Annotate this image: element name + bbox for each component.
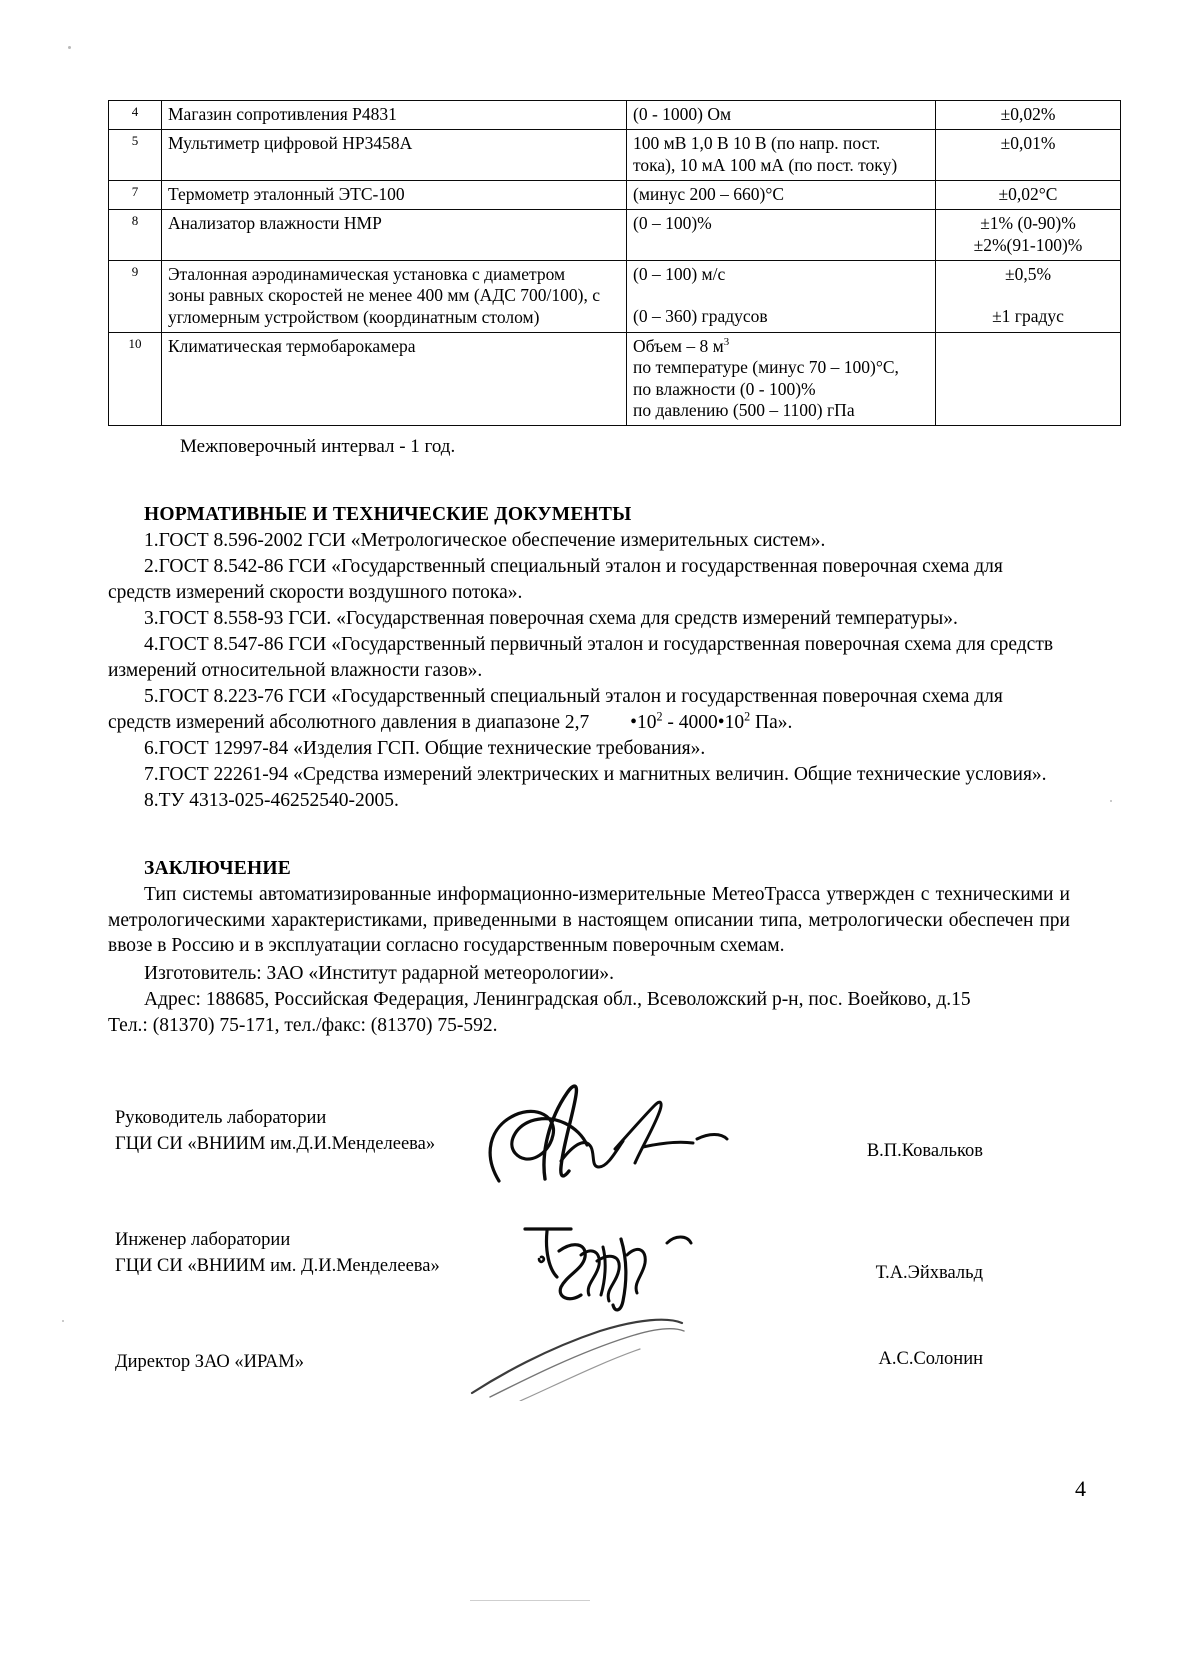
list-item: 8.ТУ 4313-025-46252540-2005. [144, 789, 399, 811]
signatory-name: В.П.Ковальков [866, 1141, 983, 1161]
volume-text: Объем – 8 м [633, 336, 724, 357]
conclusion-paragraph: Тип системы автоматизированные информационно-измерительные МетеоТрасса утвержден с техническими и метрологическими характеристиками, приведенными в настоящем описании типа, метрологически обеспечен при ввозе в Россию и в эксплуатации согласно государственным поверочным схемам. [108, 883, 1070, 957]
conclusion-heading: ЗАКЛЮЧЕНИЕ [144, 857, 291, 879]
table-row [109, 130, 1121, 181]
cell-text-line: (минус 200 – 660)°С [633, 184, 785, 205]
signatory-role-line2: ГЦИ СИ «ВНИИМ им.Д.И.Менделеева» [115, 1134, 436, 1155]
row-accuracy [936, 333, 1121, 426]
cell-text-line: (0 – 100) м/с [633, 264, 726, 285]
list-item-with-exponents [108, 684, 1070, 736]
cell-text-line: по влажности (0 - 100)% [633, 378, 816, 399]
cell-text-line: ±0,5% [1004, 264, 1052, 285]
cell-spacer [942, 285, 1114, 306]
list-item: 3.ГОСТ 8.558-93 ГСИ. «Государственная поверочная схема для средств измерений температуры». [144, 608, 958, 630]
row-number: 4 [109, 101, 162, 130]
scan-speckle [1110, 800, 1112, 802]
row-measurement-range [627, 181, 936, 210]
cell-text-line: ±0,02°С [998, 184, 1058, 205]
item5-suffix: Па». [755, 711, 793, 733]
normative-document-list [108, 528, 1070, 813]
row-measurement-range [627, 261, 936, 333]
row-equipment-name [162, 181, 627, 210]
signature-row [115, 1305, 1065, 1395]
row-accuracy [936, 181, 1121, 210]
signatory-role-line2: ГЦИ СИ «ВНИИМ им. Д.И.Менделеева» [115, 1256, 440, 1277]
cell-text-line: Мультиметр цифровой НР3458А [168, 133, 413, 154]
cell-text-line: тока), 10 мА 100 мА (по пост. току) [633, 154, 898, 175]
signatory-role-line1: Директор ЗАО «ИРАМ» [115, 1352, 304, 1372]
item5-multiply-2: • [717, 711, 725, 733]
signature-block [115, 1105, 1065, 1395]
page-number: 4 [1075, 1476, 1086, 1501]
cell-text-line: Анализатор влажности НМР [168, 213, 382, 234]
list-item: 7.ГОСТ 22261-94 «Средства измерений электрических и магнитных величин. Общие технические условия». [144, 763, 1047, 785]
cell-text-line: ±1 градус [992, 306, 1064, 327]
cell-text-line: (0 – 100)% [633, 213, 712, 234]
manufacturer-line: Изготовитель: ЗАО «Институт радарной метеорологии». [144, 963, 615, 985]
cell-text-line: Термометр эталонный ЭТС-100 [168, 184, 405, 205]
cell-text-line: угломерным устройством (координатным столом) [168, 306, 540, 327]
item5-base-1: 10 [636, 711, 657, 733]
cell-text-line: (0 - 1000) Ом [633, 104, 732, 124]
row-equipment-name [162, 210, 627, 261]
cell-text-volume [633, 336, 929, 357]
manufacturer-contact-block [108, 961, 1070, 1039]
row-equipment-name [162, 261, 627, 333]
list-item: 2.ГОСТ 8.542-86 ГСИ «Государственный специальный эталон и государственная поверочная схема для средств измерений скорости воздушного потока». [108, 556, 1003, 604]
cell-text-line: ±0,02% [1000, 104, 1056, 124]
row-equipment-name [162, 130, 627, 181]
cell-text-line: зоны равных скоростей не менее 400 мм (АДС 700/100), с [168, 285, 601, 306]
row-number: 7 [109, 181, 162, 210]
row-measurement-range [627, 101, 936, 130]
signature-row [115, 1105, 1065, 1201]
row-number: 9 [109, 261, 162, 333]
cell-text-line: ±0,01% [1000, 133, 1056, 154]
handwritten-signature [475, 1075, 775, 1195]
equipment-table [108, 100, 1121, 426]
signatory-role-line1: Инженер лаборатории [115, 1230, 291, 1250]
list-item: 1.ГОСТ 8.596-2002 ГСИ «Метрологическое обеспечение измерительных систем». [144, 530, 826, 552]
item5-base-2: 10 [724, 711, 745, 733]
table-row [109, 210, 1121, 261]
cell-text-line: ±1% (0-90)% [980, 213, 1076, 234]
item5-exponent-1: 2 [656, 709, 663, 724]
row-accuracy [936, 101, 1121, 130]
cell-text-line: по температуре (минус 70 – 100)°С, [633, 357, 899, 378]
scan-speckle [68, 46, 71, 49]
phone-line: Тел.: (81370) 75-171, тел./факс: (81370) 75-592. [108, 1015, 498, 1037]
item5-exponent-2: 2 [744, 709, 751, 724]
volume-exponent: 3 [723, 336, 730, 349]
row-accuracy [936, 130, 1121, 181]
signatory-role [115, 1227, 440, 1280]
table-row [109, 261, 1121, 333]
item5-prefix: 5.ГОСТ 8.223-76 ГСИ «Государственный специальный эталон и государственная поверочная схема для средств измерений абсолютного давления в диапазоне 2,7 [108, 686, 1003, 733]
row-measurement-range [627, 333, 936, 426]
cell-spacer [633, 285, 929, 306]
cell-text-line: ±2%(91-100)% [973, 234, 1083, 255]
row-accuracy [936, 261, 1121, 333]
signatory-name: Т.А.Эйхвальд [875, 1263, 983, 1283]
row-equipment-name [162, 101, 627, 130]
calibration-interval-note: Межповерочный интервал - 1 год. [180, 436, 456, 458]
cell-text-line: 100 мВ 1,0 В 10 В (по напр. пост. [633, 133, 881, 154]
scan-speckle [62, 1320, 64, 1322]
item5-middle: - 4000 [667, 711, 718, 733]
cell-text-line: по давлению (500 – 1100) гПа [633, 400, 855, 421]
signatory-name: А.С.Солонин [878, 1349, 983, 1369]
list-item: 6.ГОСТ 12997-84 «Изделия ГСП. Общие технические требования». [144, 737, 706, 759]
signatory-role [115, 1349, 304, 1375]
row-accuracy [936, 210, 1121, 261]
address-line: Адрес: 188685, Российская Федерация, Ленинградская обл., Всеволожский р-н, пос. Воейково, д.15 [144, 989, 971, 1011]
signatory-role [115, 1105, 435, 1158]
cell-text-line: Климатическая термобарокамера [168, 336, 416, 357]
signature-row [115, 1201, 1065, 1305]
row-measurement-range [627, 130, 936, 181]
row-number: 10 [109, 333, 162, 426]
row-number: 8 [109, 210, 162, 261]
scan-artifact-line [470, 1600, 590, 1601]
cell-text-line: (0 – 360) градусов [633, 306, 768, 327]
table-row [109, 333, 1121, 426]
signatory-role-line1: Руководитель лаборатории [115, 1108, 327, 1128]
cell-text-line: Магазин сопротивления Р4831 [168, 104, 397, 124]
handwritten-signature [460, 1301, 750, 1401]
row-equipment-name [162, 333, 627, 426]
table-row [109, 101, 1121, 130]
list-item: 4.ГОСТ 8.547-86 ГСИ «Государственный первичный эталон и государственная поверочная схема для средств измерений относительной влажности газов». [108, 634, 1054, 682]
normative-heading: НОРМАТИВНЫЕ И ТЕХНИЧЕСКИЕ ДОКУМЕНТЫ [144, 504, 632, 526]
item5-multiply-1: • [630, 711, 637, 733]
row-measurement-range [627, 210, 936, 261]
cell-text-line: Эталонная аэродинамическая установка с диаметром [168, 264, 566, 285]
page-content [108, 100, 1083, 1039]
table-row [109, 181, 1121, 210]
row-number: 5 [109, 130, 162, 181]
